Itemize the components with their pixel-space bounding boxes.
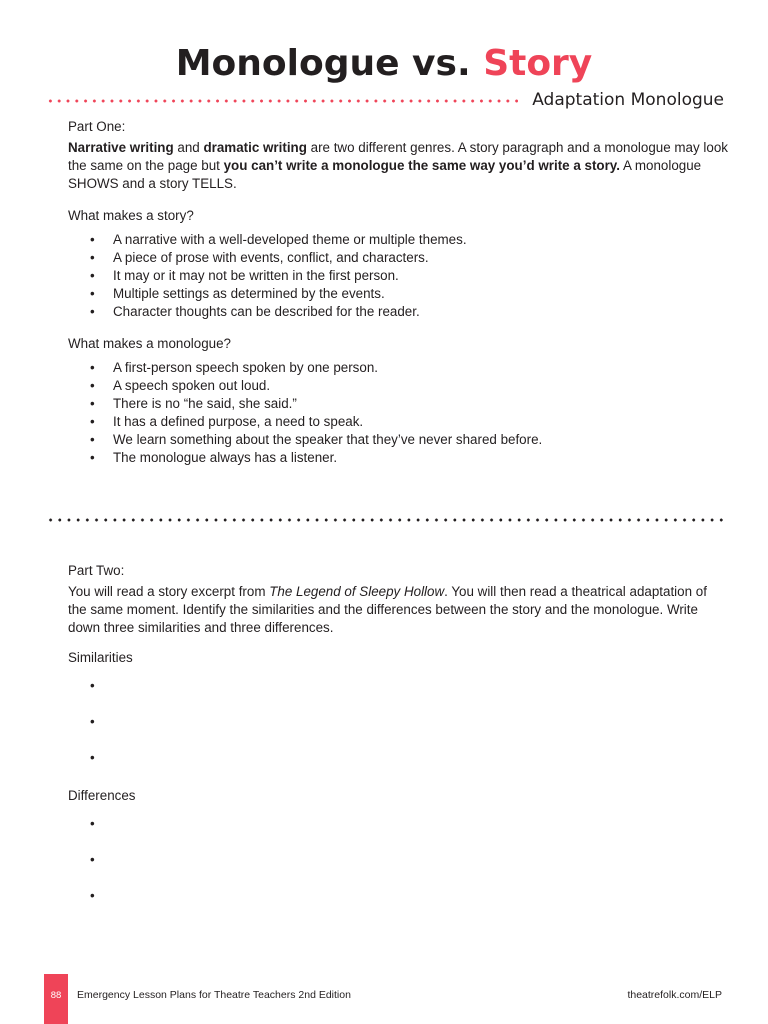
blank-list-item [68,749,728,785]
similarities-list [68,677,728,785]
top-dotted-divider [46,99,518,103]
list-item: • It may or it may not be written in the first person. [68,267,728,285]
part-two-intro [68,583,728,637]
list-item: • A narrative with a well-developed theme or multiple themes. [68,231,728,249]
blank-list-item [68,851,728,887]
title-main: Monologue vs. [175,43,471,84]
page-number: 88 [50,990,62,1001]
story-heading: What makes a story? [68,208,194,223]
page-subtitle: Adaptation Monologue [532,90,724,110]
differences-heading: Differences [68,788,136,803]
blank-list-item [68,887,728,923]
list-item: • Character thoughts can be described for the reader. [68,303,728,321]
blank-list-item [68,677,728,713]
list-item: • The monologue always has a listener. [68,449,728,467]
footer-url: theatrefolk.com/ELP [627,989,722,1001]
page-title [0,40,768,88]
intro-term-narrative: Narrative writing [68,140,174,155]
differences-list [68,815,728,923]
intro-text: You will read a story excerpt from [68,584,270,599]
similarities-heading: Similarities [68,650,133,665]
title-accent: Story [483,43,593,84]
intro-text: A monologue SHOWS and a story TELLS. [68,158,702,191]
blank-list-item [68,713,728,749]
blank-list-item [68,815,728,851]
monologue-list [68,359,728,467]
intro-text: . You will then read a theatrical adaptation of the same moment. Identify the similarities and the differences between the story and the monologue. Write down three similarities and three differences. [68,584,707,635]
list-item: • There is no “he said, she said.” [68,395,728,413]
list-item: • A piece of prose with events, conflict, and characters. [68,249,728,267]
list-item: • It has a defined purpose, a need to speak. [68,413,728,431]
intro-text: are two different genres. A story paragraph and a monologue may look the same on the page but [68,140,728,173]
part-one-intro [68,139,728,193]
intro-term-dramatic: dramatic writing [203,140,307,155]
story-list [68,231,728,321]
intro-text: and [173,140,204,155]
book-title: The Legend of Sleepy Hollow [269,584,445,599]
part-one-section [68,118,728,467]
list-item: • Multiple settings as determined by the events. [68,285,728,303]
part-two-heading: Part Two: [68,563,125,578]
list-item: • We learn something about the speaker that they’ve never shared before. [68,431,728,449]
monologue-heading: What makes a monologue? [68,336,232,351]
middle-dotted-divider [46,518,726,522]
intro-emphasis: you can’t write a monologue the same way you’d write a story. [223,158,620,173]
part-two-section [68,562,728,923]
part-one-heading: Part One: [68,119,126,134]
list-item: • A speech spoken out loud. [68,377,728,395]
footer-book-title: Emergency Lesson Plans for Theatre Teachers 2nd Edition [77,989,351,1001]
list-item: • A first-person speech spoken by one person. [68,359,728,377]
